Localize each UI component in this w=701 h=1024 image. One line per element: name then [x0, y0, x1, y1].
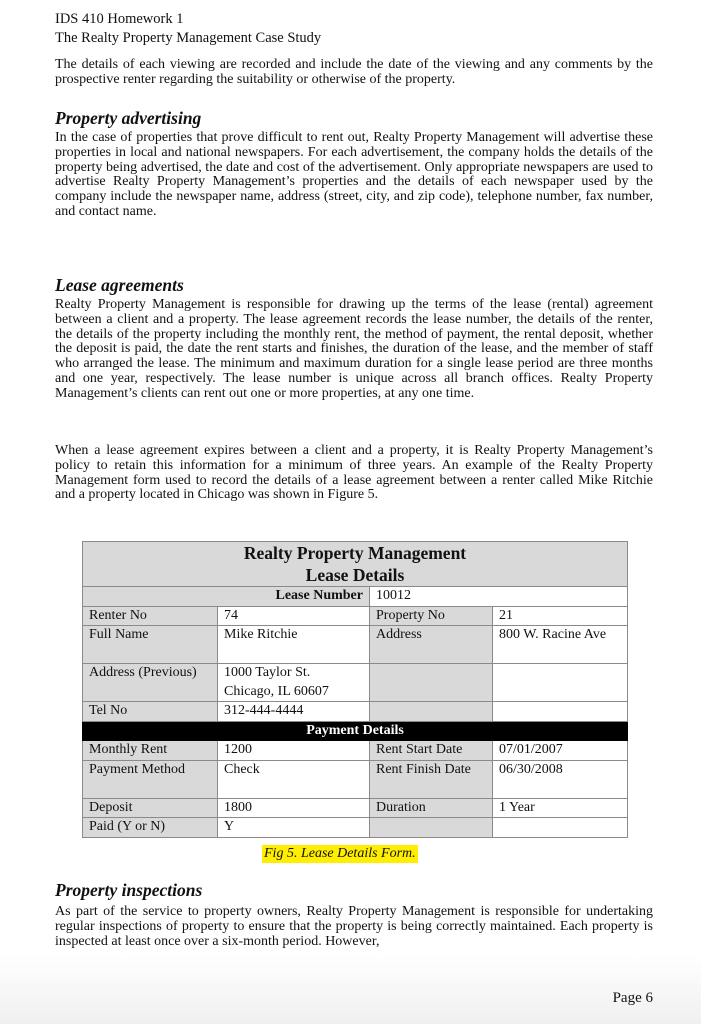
property-address-value: 800 W. Racine Ave: [493, 626, 628, 664]
rent-start-value: 07/01/2007: [493, 741, 628, 761]
empty-cell: [493, 702, 628, 722]
case-study-title: The Realty Property Management Case Study: [55, 30, 322, 46]
lease-paragraph-2: When a lease agreement expires between a client and a property, it is Realty Property Management’s policy to retain this information for a minimum of three years. An example of the Realty Property Management form used to record the details of a lease agreement between a renter called Mike Ritchie and a property located in Chicago was shown in Figure 5.: [55, 443, 653, 503]
duration-label: Duration: [370, 798, 493, 818]
lease-paragraph-1: Realty Property Management is responsible for drawing up the terms of the lease (rental) agreement between a client and a property. The lease agreement records the lease number, the details of the renter, the details of the property including the monthly rent, the method of payment, the rental deposit, whether the deposit is paid, the date the rent starts and finishes, the duration of the lease, and the member of staff who arranged the lease. The minimum and maximum duration for a single lease period are three months and one year, respectively. The lease number is unique across all branch offices. Realty Property Management’s clients can rent out one or more properties, at any one time.: [55, 297, 653, 401]
full-name-value: Mike Ritchie: [218, 626, 370, 664]
lease-number-value: 10012: [370, 587, 628, 607]
rent-finish-value: 06/30/2008: [493, 760, 628, 798]
empty-cell: [493, 664, 628, 702]
intro-paragraph: The details of each viewing are recorded and include the date of the viewing and any comments by the prospective renter regarding the suitability or otherwise of the property.: [55, 57, 653, 87]
advertising-paragraph: In the case of properties that prove difficult to rent out, Realty Property Management will advertise these properties in local and national newspapers. For each advertisement, the company holds the details of the property being advertised, the date and cost of the advertisement. Only appropriate newspapers are used to advertise Realty Property Management’s properties and the details of each newspaper used by the company include the newspaper name, address (street, city, and zip code), telephone number, fax number, and contact name.: [55, 130, 653, 219]
renter-no-value: 74: [218, 606, 370, 626]
form-subtitle: Lease Details: [305, 565, 405, 585]
page-footer: [0, 955, 701, 1024]
lease-details-form: [82, 541, 628, 838]
rent-finish-label: Rent Finish Date: [370, 760, 493, 798]
monthly-rent-value: 1200: [218, 741, 370, 761]
form-company: Realty Property Management: [243, 543, 467, 563]
page-number: Page 6: [612, 990, 653, 1006]
tel-label: Tel No: [83, 702, 218, 722]
inspections-paragraph: As part of the service to property owners, Realty Property Management is responsible for undertaking regular inspections of property to ensure that the property is being correctly maintained. Each property is inspected at least once over a six-month period. However,: [55, 904, 653, 949]
deposit-label: Deposit: [83, 798, 218, 818]
duration-value: 1 Year: [493, 798, 628, 818]
lease-heading: Lease agreements: [55, 275, 184, 295]
document-header: [55, 10, 321, 48]
monthly-rent-label: Monthly Rent: [83, 741, 218, 761]
course-title: IDS 410 Homework 1: [55, 11, 184, 27]
prev-address-line2: Chicago, IL 60607: [224, 683, 329, 699]
figure-caption: Fig 5. Lease Details Form.: [264, 846, 416, 861]
prev-address-line1: 1000 Taylor St.: [224, 665, 311, 680]
empty-cell: [370, 664, 493, 702]
empty-cell: [370, 702, 493, 722]
empty-cell: [493, 818, 628, 838]
paid-value: Y: [218, 818, 370, 838]
deposit-value: 1800: [218, 798, 370, 818]
lease-number-label: Lease Number: [83, 587, 370, 607]
address-label: Address: [370, 626, 493, 664]
prev-address-value: [218, 664, 370, 702]
prev-address-label: Address (Previous): [83, 664, 218, 702]
property-no-label: Property No: [370, 606, 493, 626]
tel-value: 312-444-4444: [218, 702, 370, 722]
form-title: [83, 542, 628, 587]
advertising-heading: Property advertising: [55, 108, 202, 128]
paid-label: Paid (Y or N): [83, 818, 218, 838]
payment-method-value: Check: [218, 760, 370, 798]
payment-method-label: Payment Method: [83, 760, 218, 798]
property-no-value: 21: [493, 606, 628, 626]
renter-no-label: Renter No: [83, 606, 218, 626]
payment-details-header: Payment Details: [83, 721, 628, 741]
rent-start-label: Rent Start Date: [370, 741, 493, 761]
empty-cell: [370, 818, 493, 838]
full-name-label: Full Name: [83, 626, 218, 664]
inspections-heading: Property inspections: [55, 880, 203, 900]
